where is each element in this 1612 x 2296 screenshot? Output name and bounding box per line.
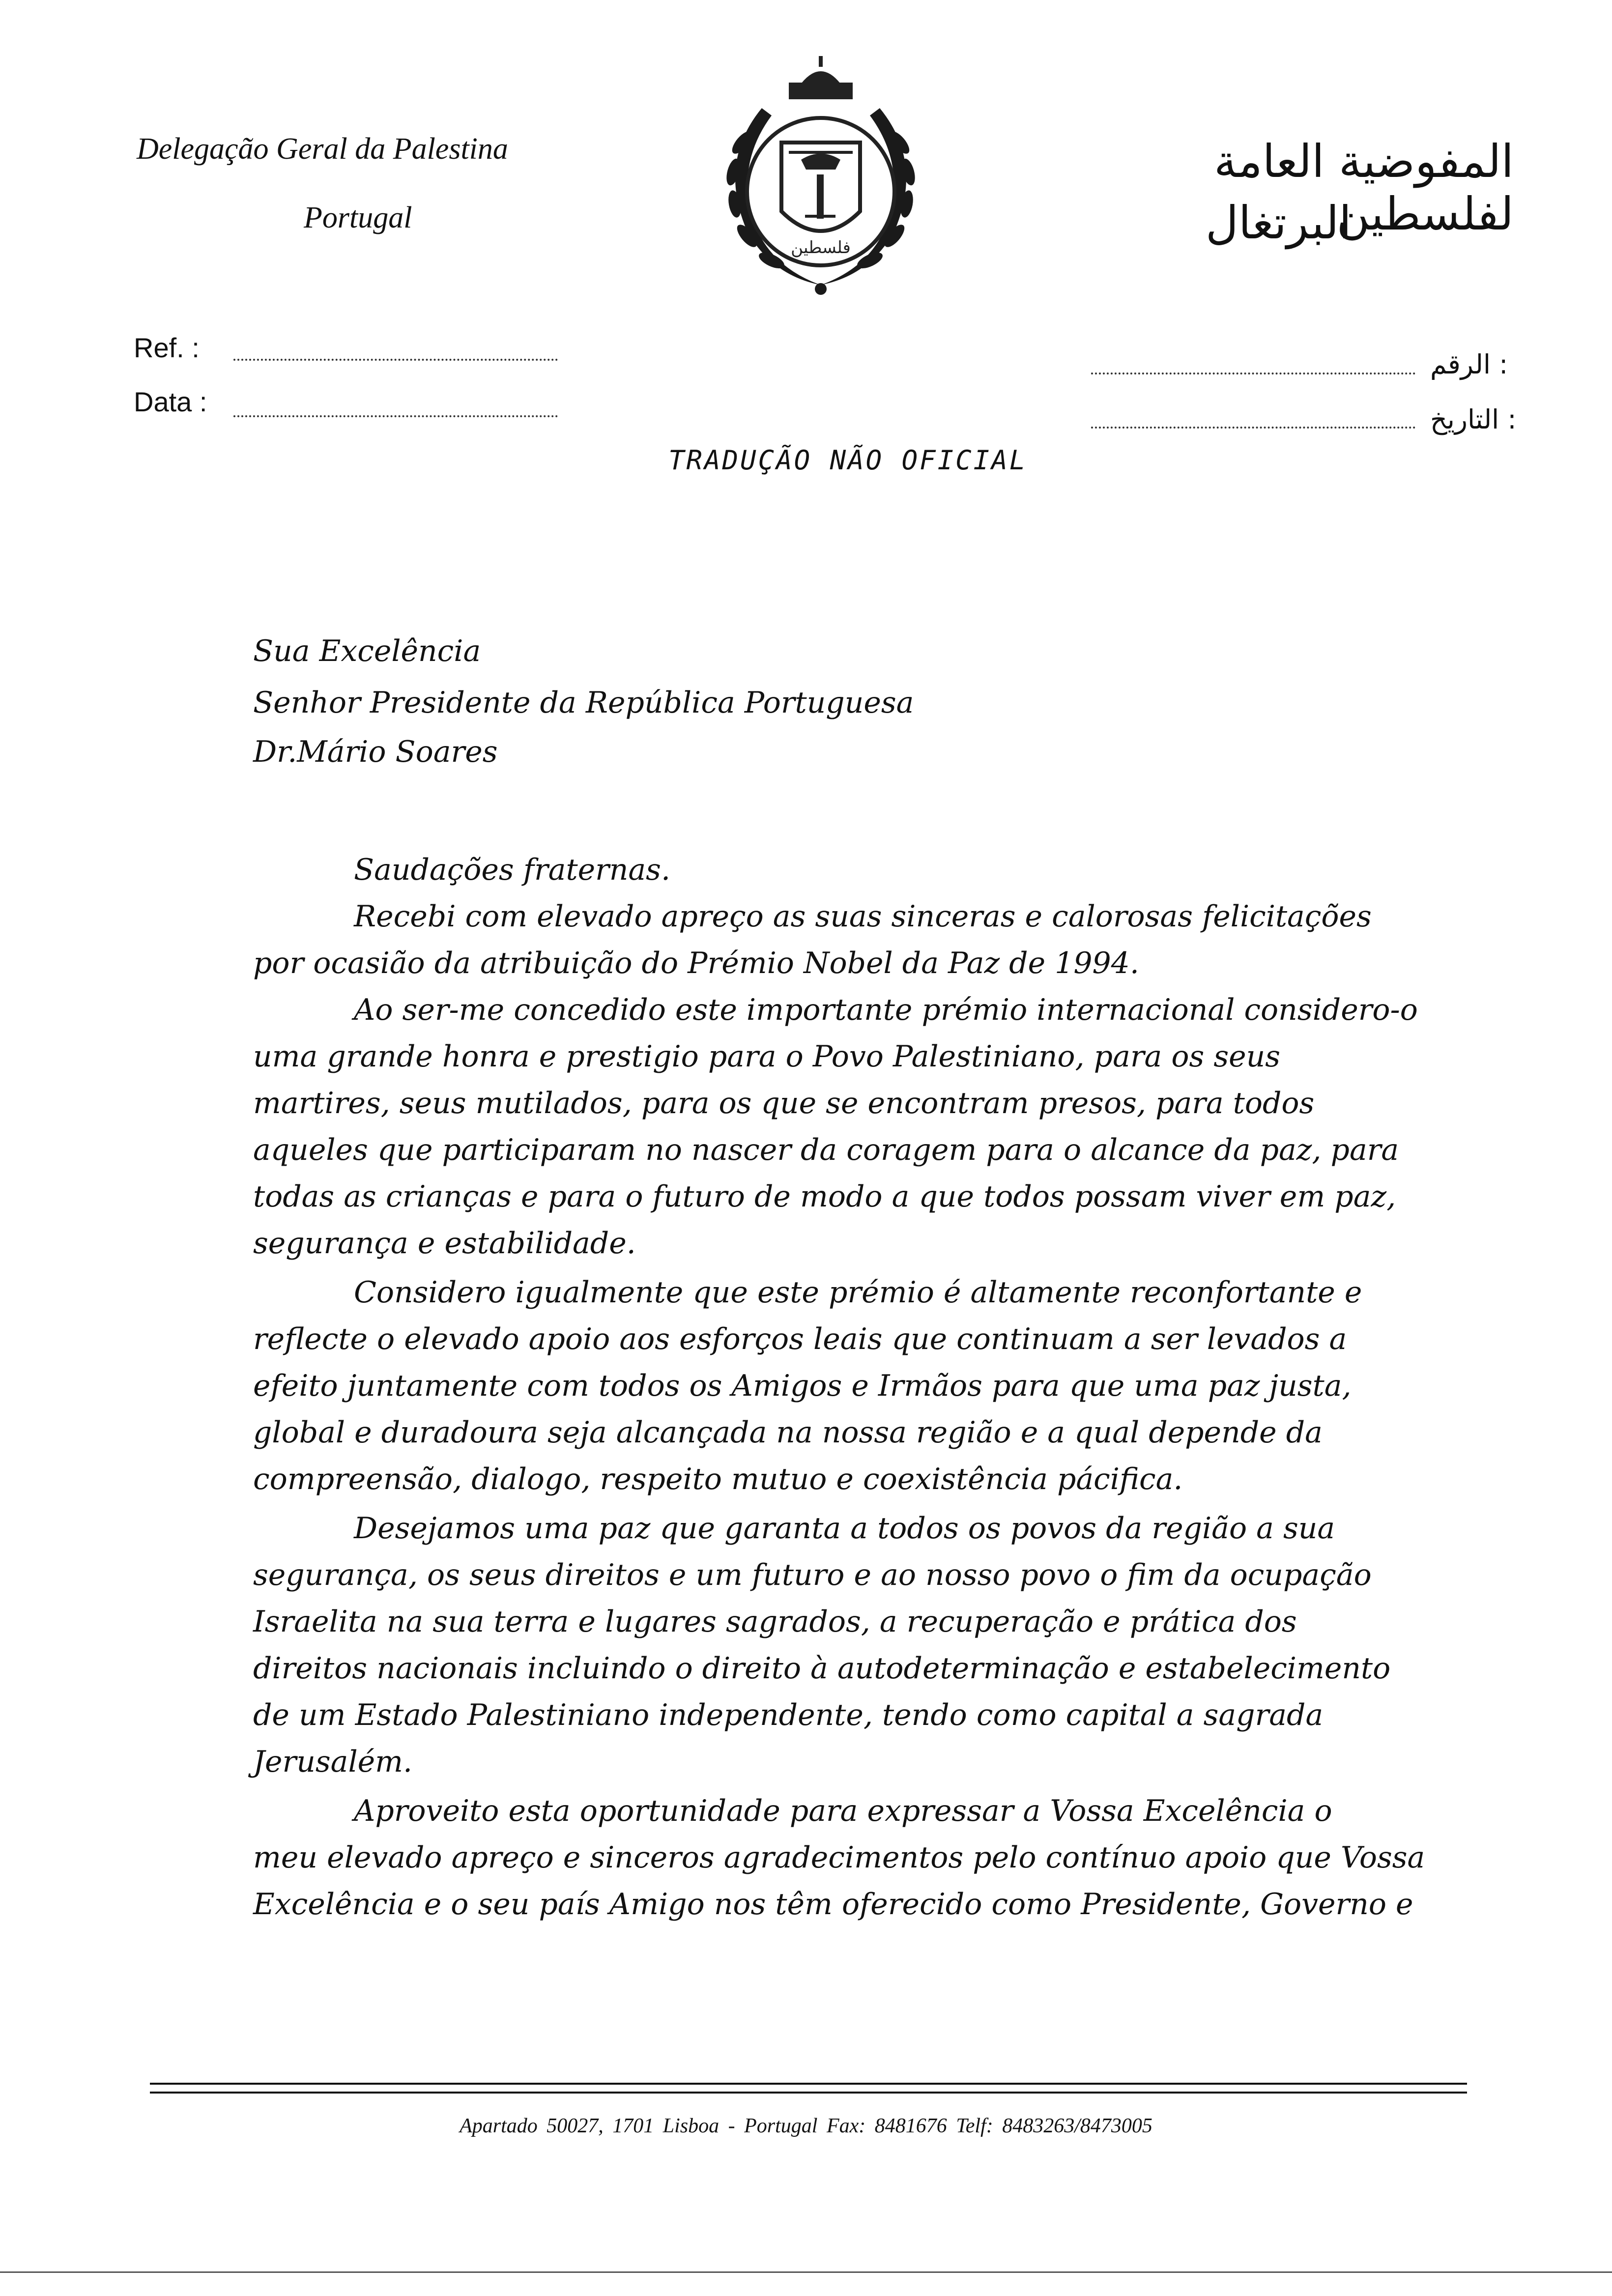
body-line: todas as crianças e para o futuro de modo a que todos possam viver em paz, <box>253 1179 1396 1214</box>
translation-notice: TRADUÇÃO NÃO OFICIAL <box>668 445 1028 476</box>
org-name-pt: Delegação Geral da Palestina <box>137 132 508 166</box>
footer-rule-top <box>150 2083 1467 2085</box>
emblem-text: فلسطين <box>791 238 851 258</box>
body-line: compreensão, dialogo, respeito mutuo e coexistência pácifica. <box>253 1462 1183 1496</box>
recipient-line-2: Senhor Presidente da República Portuguesa <box>253 686 914 720</box>
body-line: direitos nacionais incluindo o direito à autodeterminação e estabelecimento <box>253 1651 1391 1686</box>
body-line: segurança e estabilidade. <box>253 1226 636 1261</box>
country-pt: Portugal <box>304 201 412 234</box>
letter-body <box>253 0 1492 2296</box>
body-line: Excelência e o seu país Amigo nos têm oferecido como Presidente, Governo e <box>253 1887 1413 1922</box>
footer-address: Apartado 50027, 1701 Lisboa - Portugal Fax: 8481676 Telf: 8483263/8473005 <box>460 2115 1152 2137</box>
footer-rule-bottom <box>150 2092 1467 2094</box>
date-label-ar: : التاريخ <box>1430 404 1517 435</box>
recipient-line-1: Sua Excelência <box>253 634 481 668</box>
page-edge-line <box>0 2271 1612 2273</box>
body-line: Aproveito esta oportunidade para expressar a Vossa Excelência o <box>354 1794 1332 1828</box>
date-label: Data : <box>134 386 207 417</box>
org-name-ar: المفوضية العامة لفلسطين <box>1214 135 1514 240</box>
body-line: Desejamos uma paz que garanta a todos os povos da região a sua <box>354 1511 1335 1546</box>
ref-label: Ref. : <box>134 332 200 363</box>
body-line: meu elevado apreço e sinceros agradecimentos pelo contínuo apoio que Vossa <box>253 1840 1425 1875</box>
body-line: por ocasião da atribuição do Prémio Nobel da Paz de 1994. <box>253 946 1139 980</box>
recipient-line-3: Dr.Mário Soares <box>253 735 498 769</box>
body-line: Jerusalém. <box>253 1745 413 1779</box>
body-line: aqueles que participaram no nascer da coragem para o alcance da paz, para <box>253 1133 1399 1167</box>
body-line: Israelita na sua terra e lugares sagrados, a recuperação e prática dos <box>253 1605 1297 1639</box>
body-line: Recebi com elevado apreço as suas sinceras e calorosas felicitações <box>354 899 1372 934</box>
body-line: global e duradoura seja alcançada na nossa região e a qual depende da <box>253 1415 1323 1450</box>
body-line: Ao ser-me concedido este importante prémio internacional considero-o <box>354 993 1418 1027</box>
greeting: Saudações fraternas. <box>354 853 671 887</box>
body-line: uma grande honra e prestigio para o Povo Palestiniano, para os seus <box>253 1039 1281 1074</box>
body-line: martires, seus mutilados, para os que se encontram presos, para todos <box>253 1086 1315 1120</box>
country-ar: البرتغال <box>1206 197 1352 249</box>
body-line: segurança, os seus direitos e um futuro e ao nosso povo o fim da ocupação <box>253 1558 1372 1592</box>
body-line: Considero igualmente que este prémio é altamente reconfortante e <box>354 1275 1362 1310</box>
body-line: efeito juntamente com todos os Amigos e Irmãos para que uma paz justa, <box>253 1369 1352 1403</box>
ref-label-ar: : الرقم <box>1430 349 1508 380</box>
body-line: reflecte o elevado apoio aos esforços leais que continuam a ser levados a <box>253 1322 1347 1356</box>
body-line: de um Estado Palestiniano independente, tendo como capital a sagrada <box>253 1698 1324 1732</box>
